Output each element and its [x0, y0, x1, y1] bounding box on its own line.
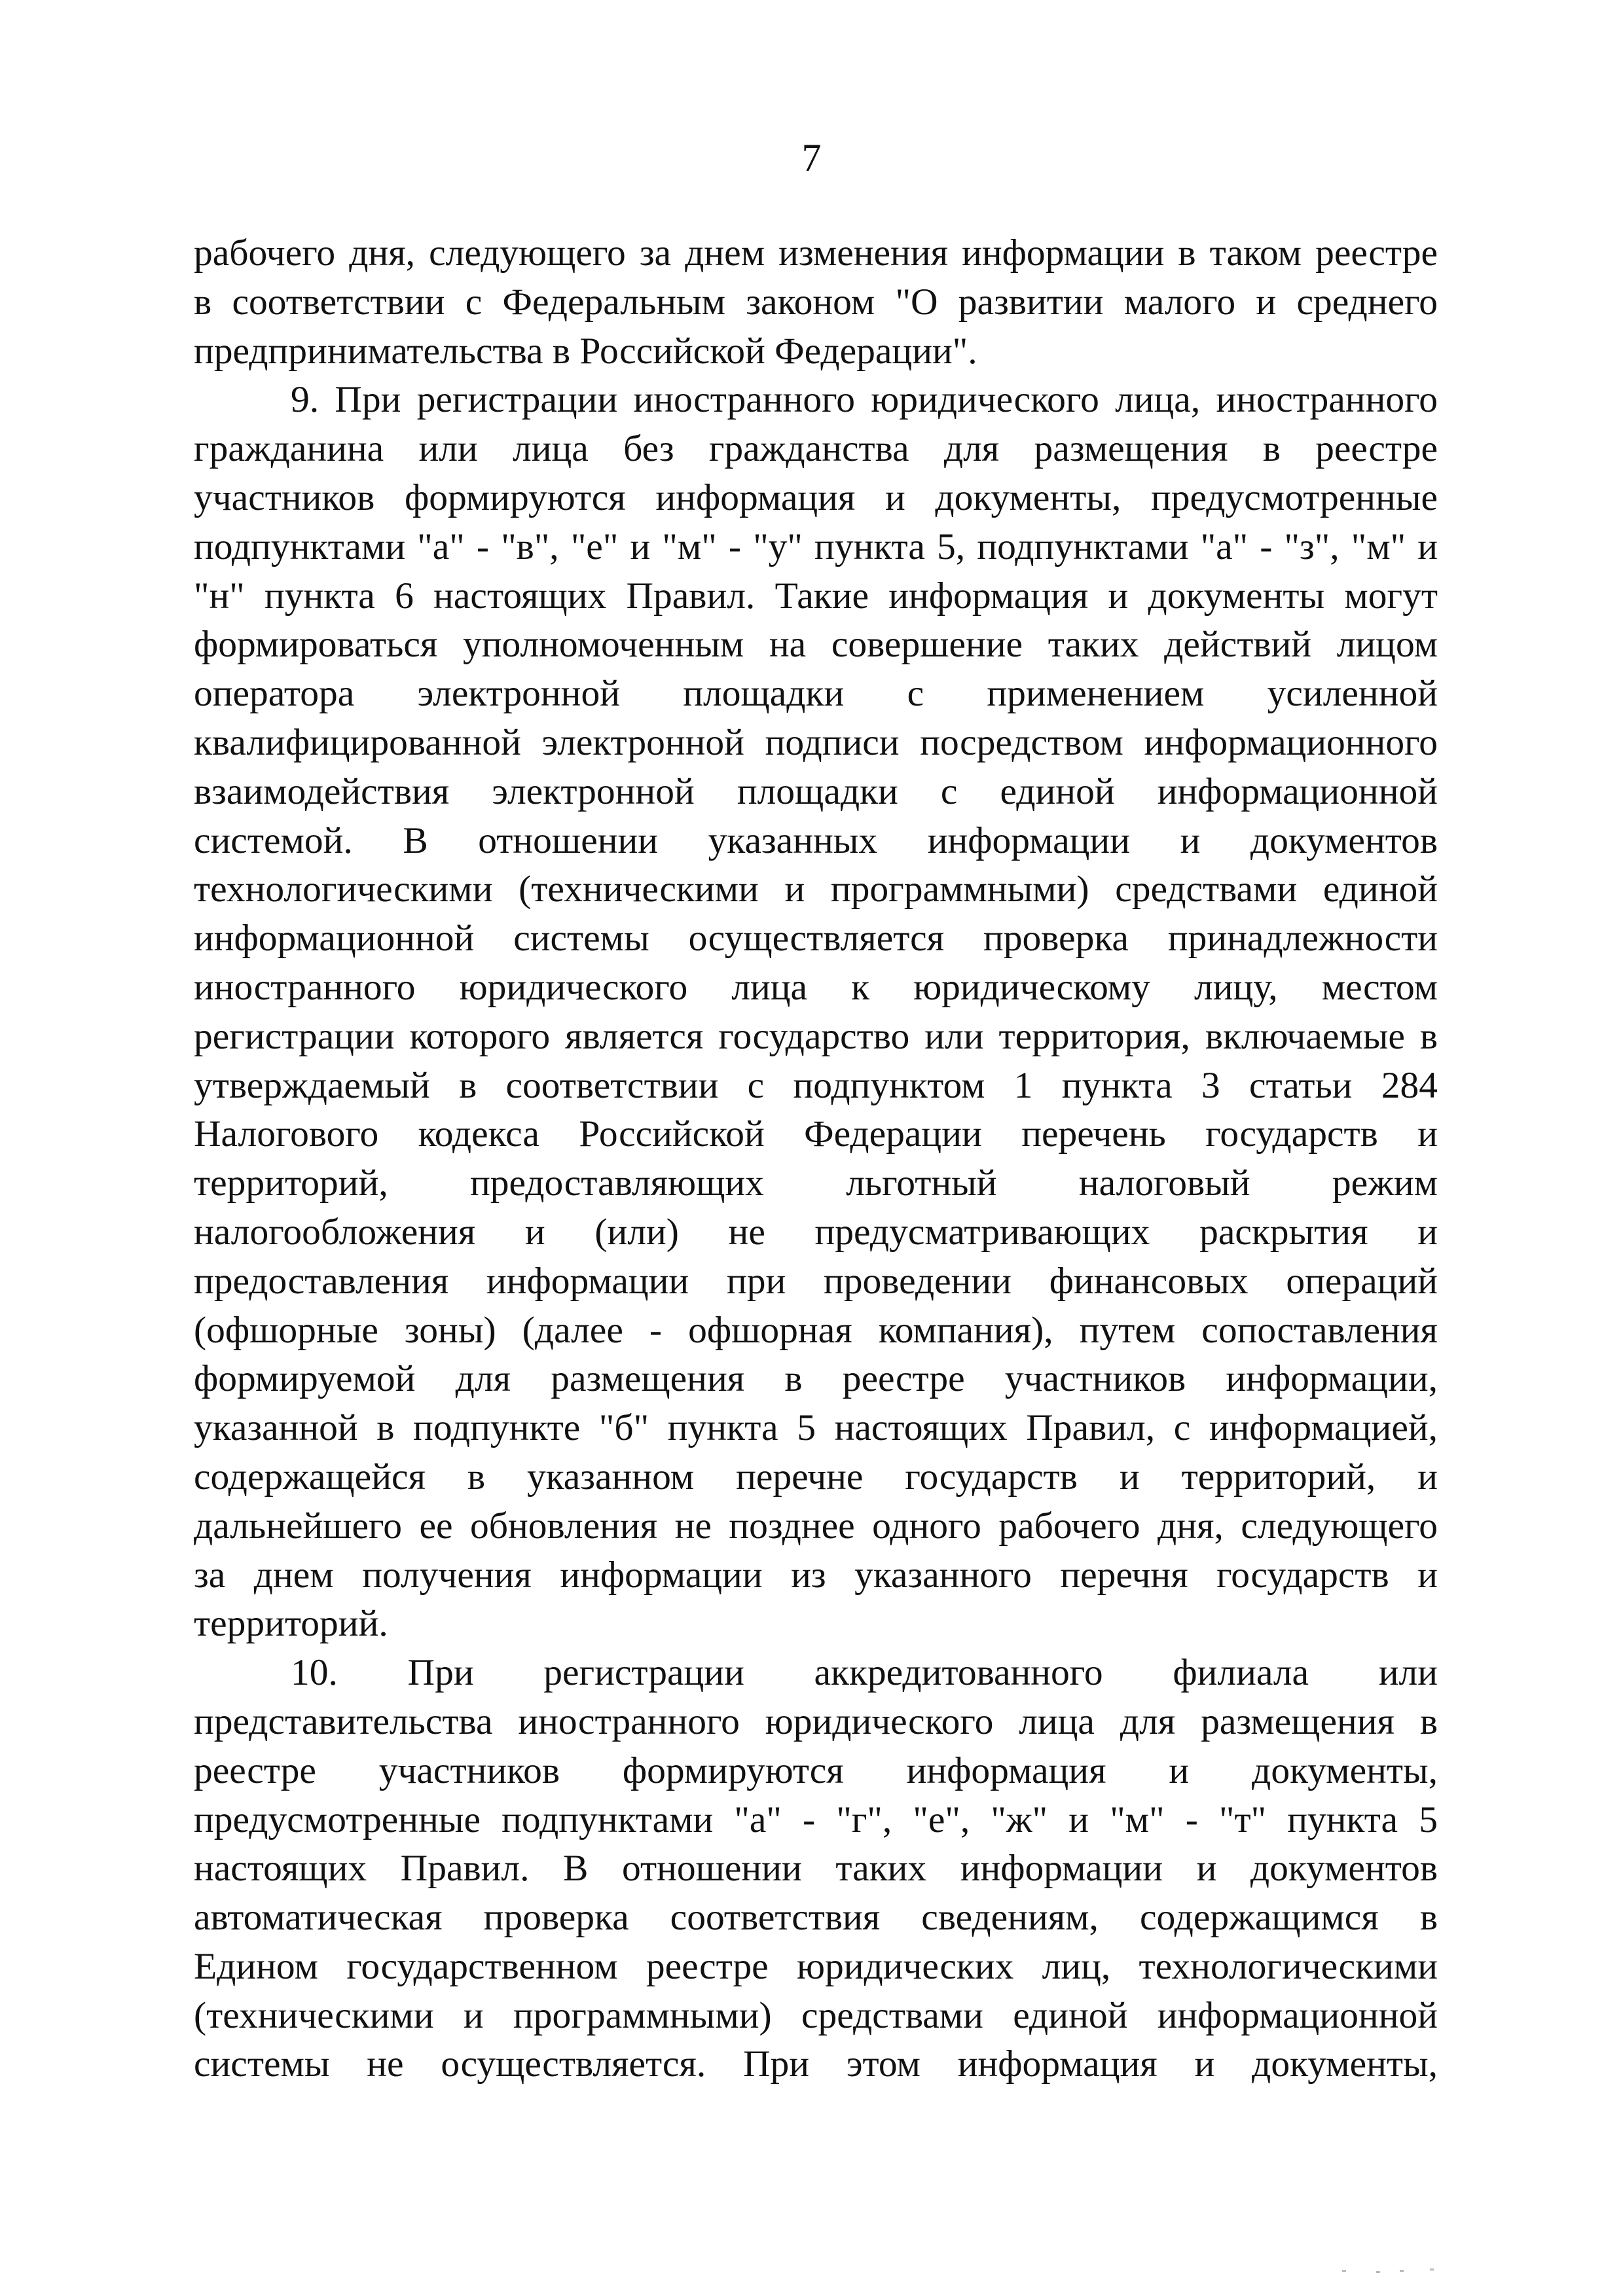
text-line: технологическими (техническими и программными) средствами единой: [194, 869, 1438, 910]
text-line: автоматическая проверка соответствия сведениям, содержащимся в: [194, 1897, 1438, 1939]
text-line: Едином государственном реестре юридических лиц, технологическими: [194, 1945, 1438, 1987]
text-line: системой. В отношении указанных информации и документов: [194, 819, 1438, 861]
text-line: 10. При регистрации аккредитованного филиала или: [291, 1652, 1438, 1694]
text-line: рабочего дня, следующего за днем изменения информации в таком реестре: [194, 232, 1438, 274]
text-line: указанной в подпункте "б" пункта 5 настоящих Правил, с информацией,: [194, 1407, 1438, 1449]
text-line: настоящих Правил. В отношении таких информации и документов: [194, 1848, 1438, 1890]
text-line: налогообложения и (или) не предусматривающих раскрытия и: [194, 1211, 1438, 1253]
text-line: в соответствии с Федеральным законом "О развитии малого и среднего: [194, 281, 1438, 323]
text-line: взаимодействия электронной площадки с единой информационной: [194, 770, 1438, 812]
text-line: формироваться уполномоченным на совершение таких действий лицом: [194, 624, 1438, 666]
scan-speck: [1342, 2270, 1346, 2272]
text-line: территорий.: [194, 1603, 388, 1645]
text-line: за днем получения информации из указанного перечня государств и: [194, 1554, 1438, 1596]
scan-speck: [1376, 2271, 1380, 2273]
text-line: содержащейся в указанном перечне государств и территорий, и: [194, 1456, 1438, 1498]
text-line: (техническими и программными) средствами единой информационной: [194, 1994, 1438, 2036]
text-line: предоставления информации при проведении финансовых операций: [194, 1260, 1438, 1302]
text-line: гражданина или лица без гражданства для размещения в реестре: [194, 428, 1438, 470]
text-line: "н" пункта 6 настоящих Правил. Такие информация и документы могут: [194, 575, 1438, 617]
text-line: предпринимательства в Российской Федерации".: [194, 330, 977, 372]
text-line: оператора электронной площадки с применением усиленной: [194, 673, 1438, 715]
text-line: подпунктами "а" - "в", "е" и "м" - "у" пункта 5, подпунктами "а" - "з", "м" и: [194, 526, 1438, 567]
text-line: Налогового кодекса Российской Федерации перечень государств и: [194, 1113, 1438, 1155]
text-line: участников формируются информация и документы, предусмотренные: [194, 476, 1438, 518]
text-line: представительства иностранного юридического лица для размещения в: [194, 1700, 1438, 1742]
text-line: системы не осуществляется. При этом информация и документы,: [194, 2043, 1438, 2085]
text-line: утверждаемый в соответствии с подпунктом 1 пункта 3 статьи 284: [194, 1064, 1438, 1106]
text-line: формируемой для размещения в реестре участников информации,: [194, 1358, 1438, 1400]
text-line: предусмотренные подпунктами "а" - "г", "е", "ж" и "м" - "т" пункта 5: [194, 1799, 1438, 1840]
page-number: 7: [801, 136, 822, 179]
document-body: [194, 229, 1438, 2089]
text-line: территорий, предоставляющих льготный налоговый режим: [194, 1162, 1438, 1204]
text-line: дальнейшего ее обновления не позднее одного рабочего дня, следующего: [194, 1505, 1438, 1547]
text-line: (офшорные зоны) (далее - офшорная компания), путем сопоставления: [194, 1309, 1438, 1351]
scan-speck: [1430, 2269, 1434, 2270]
text-line: квалифицированной электронной подписи посредством информационного: [194, 721, 1438, 763]
text-line: регистрации которого является государство или территория, включаемые в: [194, 1015, 1438, 1057]
text-line: 9. При регистрации иностранного юридического лица, иностранного: [291, 379, 1438, 421]
text-line: реестре участников формируются информация и документы,: [194, 1749, 1438, 1791]
text-line: информационной системы осуществляется проверка принадлежности: [194, 918, 1438, 960]
scan-speck: [1400, 2270, 1404, 2272]
text-line: иностранного юридического лица к юридическому лицу, местом: [194, 966, 1438, 1008]
